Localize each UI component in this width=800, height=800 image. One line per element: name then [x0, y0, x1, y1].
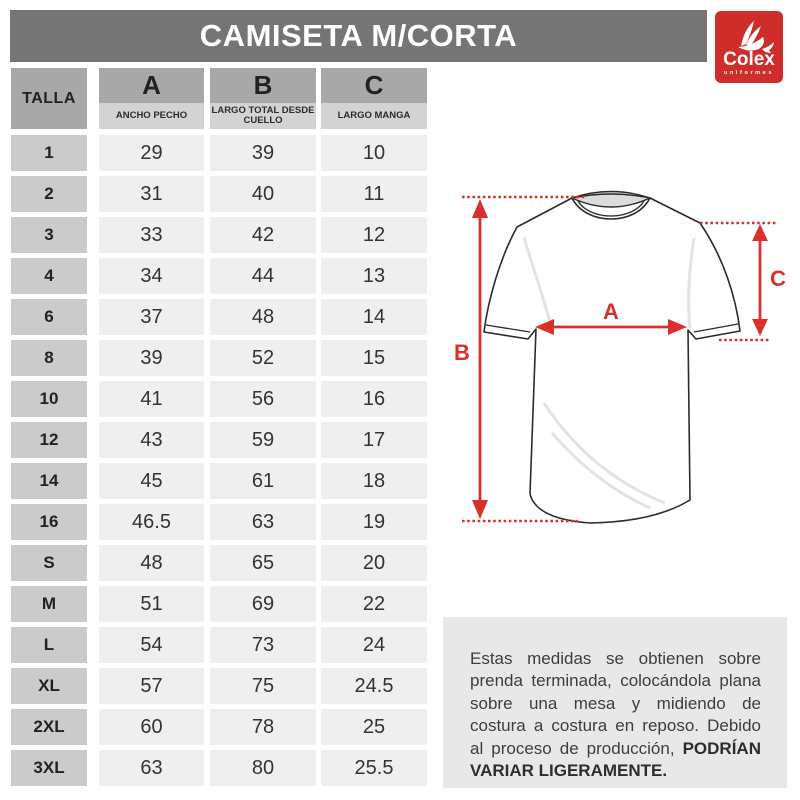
value-cell-c: 12 [321, 217, 427, 253]
label-c: C [770, 266, 786, 291]
value-cell-b: 73 [210, 627, 316, 663]
size-cell: 10 [11, 381, 87, 417]
size-cell: 4 [11, 258, 87, 294]
value-cell-c: 25 [321, 709, 427, 745]
value-cell-c: 16 [321, 381, 427, 417]
value-cell-c: 15 [321, 340, 427, 376]
note-bold-text: PODRÍAN VARIAR LIGERAMENTE. [470, 738, 761, 781]
label-b: B [454, 340, 470, 365]
table-row [11, 135, 427, 171]
value-cell-c: 14 [321, 299, 427, 335]
value-cell-b: 75 [210, 668, 316, 704]
table-row [11, 381, 427, 417]
value-cell-a: 60 [99, 709, 204, 745]
value-cell-c: 22 [321, 586, 427, 622]
value-cell-b: 59 [210, 422, 316, 458]
value-cell-a: 29 [99, 135, 204, 171]
value-cell-c: 19 [321, 504, 427, 540]
value-cell-b: 48 [210, 299, 316, 335]
value-cell-b: 65 [210, 545, 316, 581]
header-label-a: ANCHO PECHO [99, 103, 204, 129]
value-cell-b: 39 [210, 135, 316, 171]
value-cell-a: 33 [99, 217, 204, 253]
value-cell-c: 24 [321, 627, 427, 663]
size-cell: 16 [11, 504, 87, 540]
page-title: CAMISETA M/CORTA [10, 10, 707, 62]
size-cell: M [11, 586, 87, 622]
value-cell-b: 56 [210, 381, 316, 417]
value-cell-c: 18 [321, 463, 427, 499]
value-cell-a: 54 [99, 627, 204, 663]
value-cell-c: 20 [321, 545, 427, 581]
value-cell-c: 24.5 [321, 668, 427, 704]
value-cell-c: 13 [321, 258, 427, 294]
size-cell: 2XL [11, 709, 87, 745]
tshirt-measurement-diagram [440, 178, 796, 550]
note-text: Estas medidas se obtienen sobre prenda terminada, colocándola plana sobre una mesa y midiendo de costura a costura en reposo. Debido al proceso de producción, PODRÍAN VARIAR LIGERAMENTE. [470, 649, 761, 781]
value-cell-b: 80 [210, 750, 316, 786]
table-row [11, 176, 427, 212]
value-cell-a: 51 [99, 586, 204, 622]
value-cell-c: 11 [321, 176, 427, 212]
value-cell-a: 41 [99, 381, 204, 417]
size-cell: S [11, 545, 87, 581]
table-row [11, 627, 427, 663]
value-cell-a: 57 [99, 668, 204, 704]
value-cell-a: 63 [99, 750, 204, 786]
label-a: A [603, 299, 619, 324]
value-cell-a: 31 [99, 176, 204, 212]
header-talla: TALLA [11, 68, 87, 129]
size-cell: 14 [11, 463, 87, 499]
table-row [11, 504, 427, 540]
size-cell: L [11, 627, 87, 663]
size-cell: 2 [11, 176, 87, 212]
table-row [11, 258, 427, 294]
table-row [11, 422, 427, 458]
table-row [11, 709, 427, 745]
table-row [11, 586, 427, 622]
size-table [11, 135, 427, 791]
header-letter-a: A [99, 68, 204, 103]
table-row [11, 299, 427, 335]
header-label-b: LARGO TOTAL DESDE CUELLO [210, 103, 316, 129]
size-cell: 1 [11, 135, 87, 171]
logo-subtitle: uniformes [724, 70, 774, 76]
value-cell-a: 43 [99, 422, 204, 458]
size-cell: 3 [11, 217, 87, 253]
size-cell: 6 [11, 299, 87, 335]
value-cell-b: 44 [210, 258, 316, 294]
header-letter-c: C [321, 68, 427, 103]
value-cell-a: 34 [99, 258, 204, 294]
table-row [11, 463, 427, 499]
value-cell-b: 69 [210, 586, 316, 622]
value-cell-b: 42 [210, 217, 316, 253]
value-cell-a: 37 [99, 299, 204, 335]
bird-icon [715, 13, 783, 53]
value-cell-c: 17 [321, 422, 427, 458]
header-label-c: LARGO MANGA [321, 103, 427, 129]
value-cell-a: 39 [99, 340, 204, 376]
colex-logo [715, 11, 783, 83]
value-cell-a: 46.5 [99, 504, 204, 540]
size-cell: 3XL [11, 750, 87, 786]
table-row [11, 668, 427, 704]
value-cell-a: 45 [99, 463, 204, 499]
size-cell: XL [11, 668, 87, 704]
value-cell-a: 48 [99, 545, 204, 581]
table-row [11, 340, 427, 376]
value-cell-b: 63 [210, 504, 316, 540]
logo-name: Colex [723, 49, 775, 70]
value-cell-b: 78 [210, 709, 316, 745]
table-row [11, 217, 427, 253]
measurement-note [443, 617, 787, 788]
table-row [11, 750, 427, 786]
table-row [11, 545, 427, 581]
value-cell-c: 25.5 [321, 750, 427, 786]
size-cell: 8 [11, 340, 87, 376]
value-cell-b: 61 [210, 463, 316, 499]
size-cell: 12 [11, 422, 87, 458]
value-cell-b: 52 [210, 340, 316, 376]
value-cell-c: 10 [321, 135, 427, 171]
value-cell-b: 40 [210, 176, 316, 212]
header-letter-b: B [210, 68, 316, 103]
